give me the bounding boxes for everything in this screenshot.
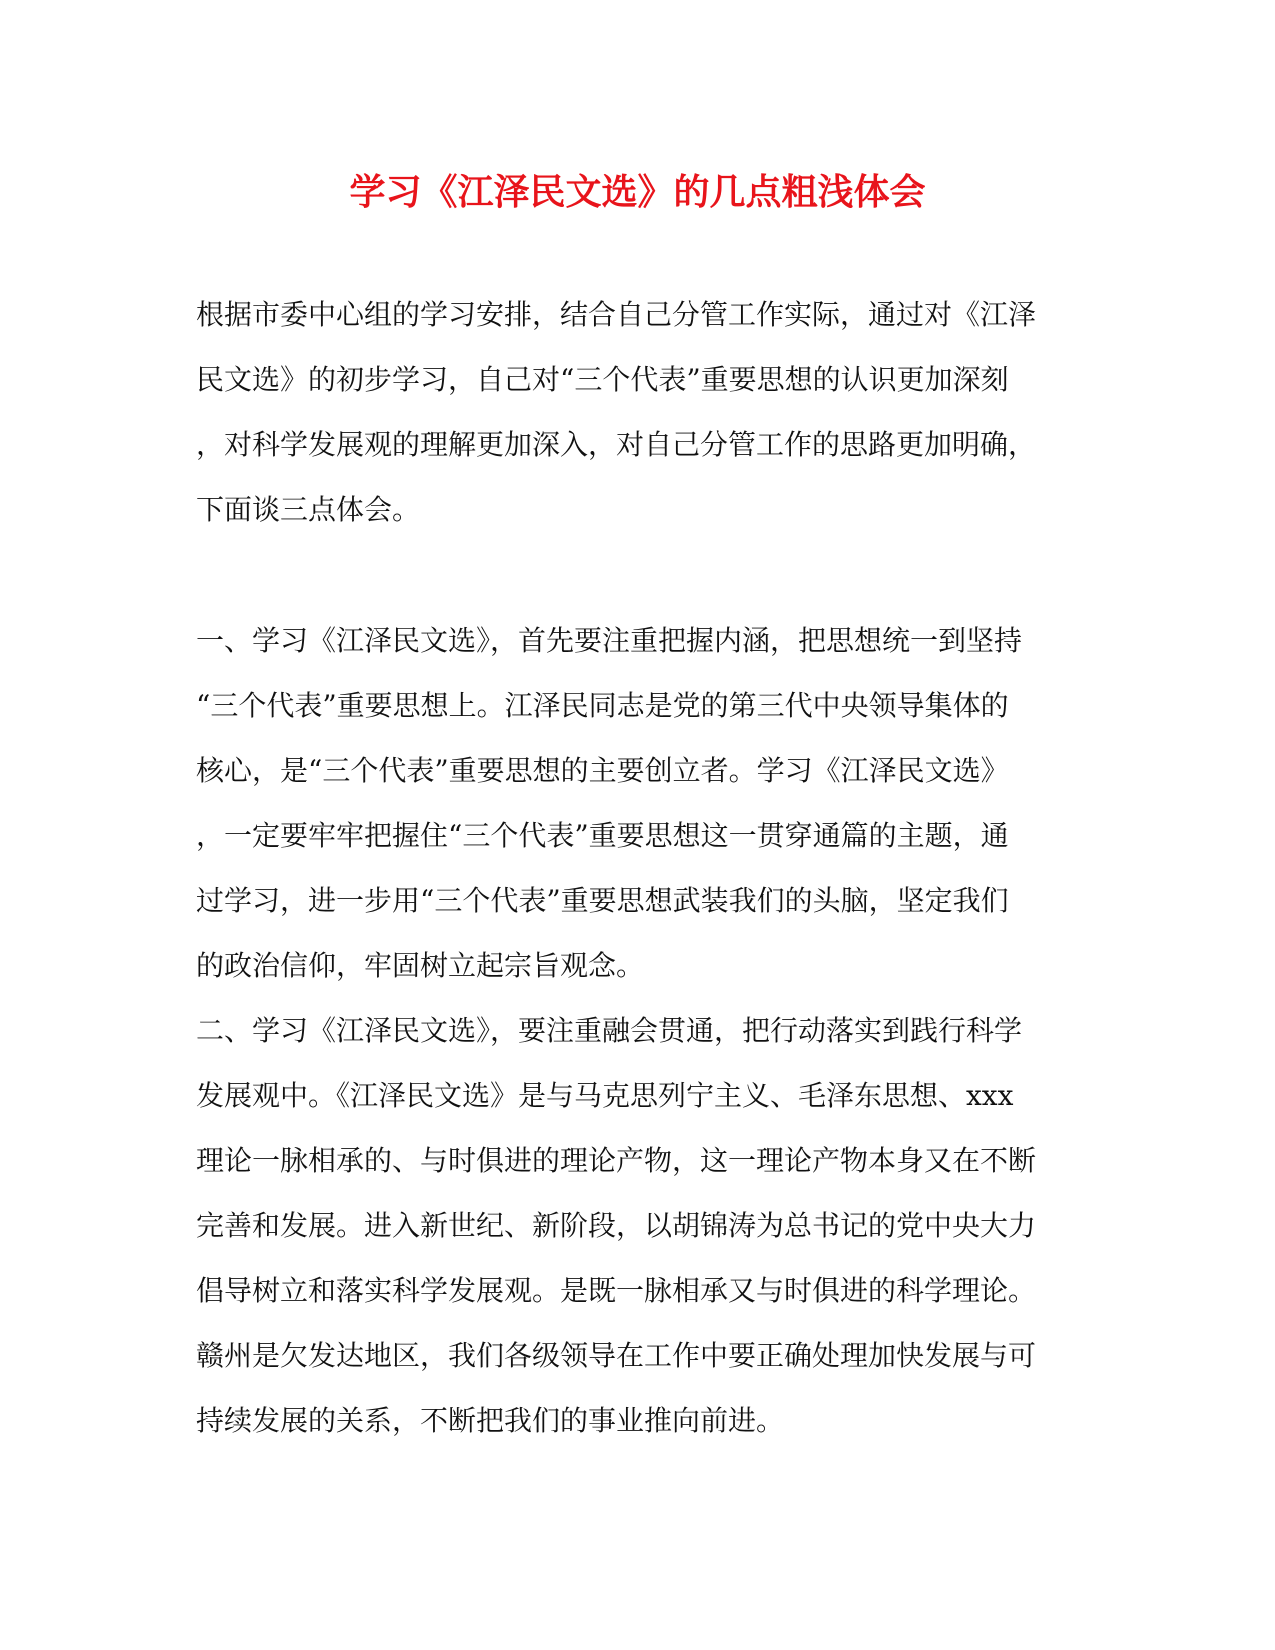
paragraph-line: 民文选》的初步学习，自己对“三个代表”重要思想的认识更加深刻	[196, 363, 1009, 396]
paragraph-line: 持续发展的关系，不断把我们的事业推向前进。	[196, 1404, 785, 1437]
paragraph-line: 发展观中。《江泽民文选》是与马克思列宁主义、毛泽东思想、xxx	[196, 1079, 1014, 1112]
paragraph-line: 的政治信仰，牢固树立起宗旨观念。	[196, 949, 645, 982]
paragraph-line: 二、学习《江泽民文选》，要注重融会贯通，把行动落实到践行科学	[196, 1014, 1023, 1047]
paragraph-line: “三个代表”重要思想上。江泽民同志是党的第三代中央领导集体的	[196, 689, 1009, 722]
paragraph-line: 理论一脉相承的、与时俱进的理论产物，这一理论产物本身又在不断	[196, 1144, 1037, 1177]
paragraph-intro	[196, 282, 1076, 542]
paragraph-line: 过学习，进一步用“三个代表”重要思想武装我们的头脑，坚定我们	[196, 884, 1009, 917]
paragraph-point-one	[196, 608, 1076, 998]
paragraph-line: 核心，是“三个代表”重要思想的主要创立者。学习《江泽民文选》	[196, 754, 1009, 787]
document-title: 学习《江泽民文选》的几点粗浅体会	[349, 171, 926, 213]
paragraph-line: 完善和发展。进入新世纪、新阶段，以胡锦涛为总书记的党中央大力	[196, 1209, 1037, 1242]
paragraph-line: 赣州是欠发达地区，我们各级领导在工作中要正确处理加快发展与可	[196, 1339, 1037, 1372]
paragraph-line: ，一定要牢牢把握住“三个代表”重要思想这一贯穿通篇的主题，通	[196, 819, 1009, 852]
paragraph-line: 一、学习《江泽民文选》，首先要注重把握内涵，把思想统一到坚持	[196, 624, 1023, 657]
paragraph-line: ，对科学发展观的理解更加深入，对自己分管工作的思路更加明确，	[196, 428, 1037, 461]
paragraph-line: 根据市委中心组的学习安排，结合自己分管工作实际，通过对《江泽	[196, 298, 1037, 331]
paragraph-line: 倡导树立和落实科学发展观。是既一脉相承又与时俱进的科学理论。	[196, 1274, 1037, 1307]
paragraph-point-two	[196, 998, 1076, 1453]
paragraph-line: 下面谈三点体会。	[196, 493, 421, 526]
